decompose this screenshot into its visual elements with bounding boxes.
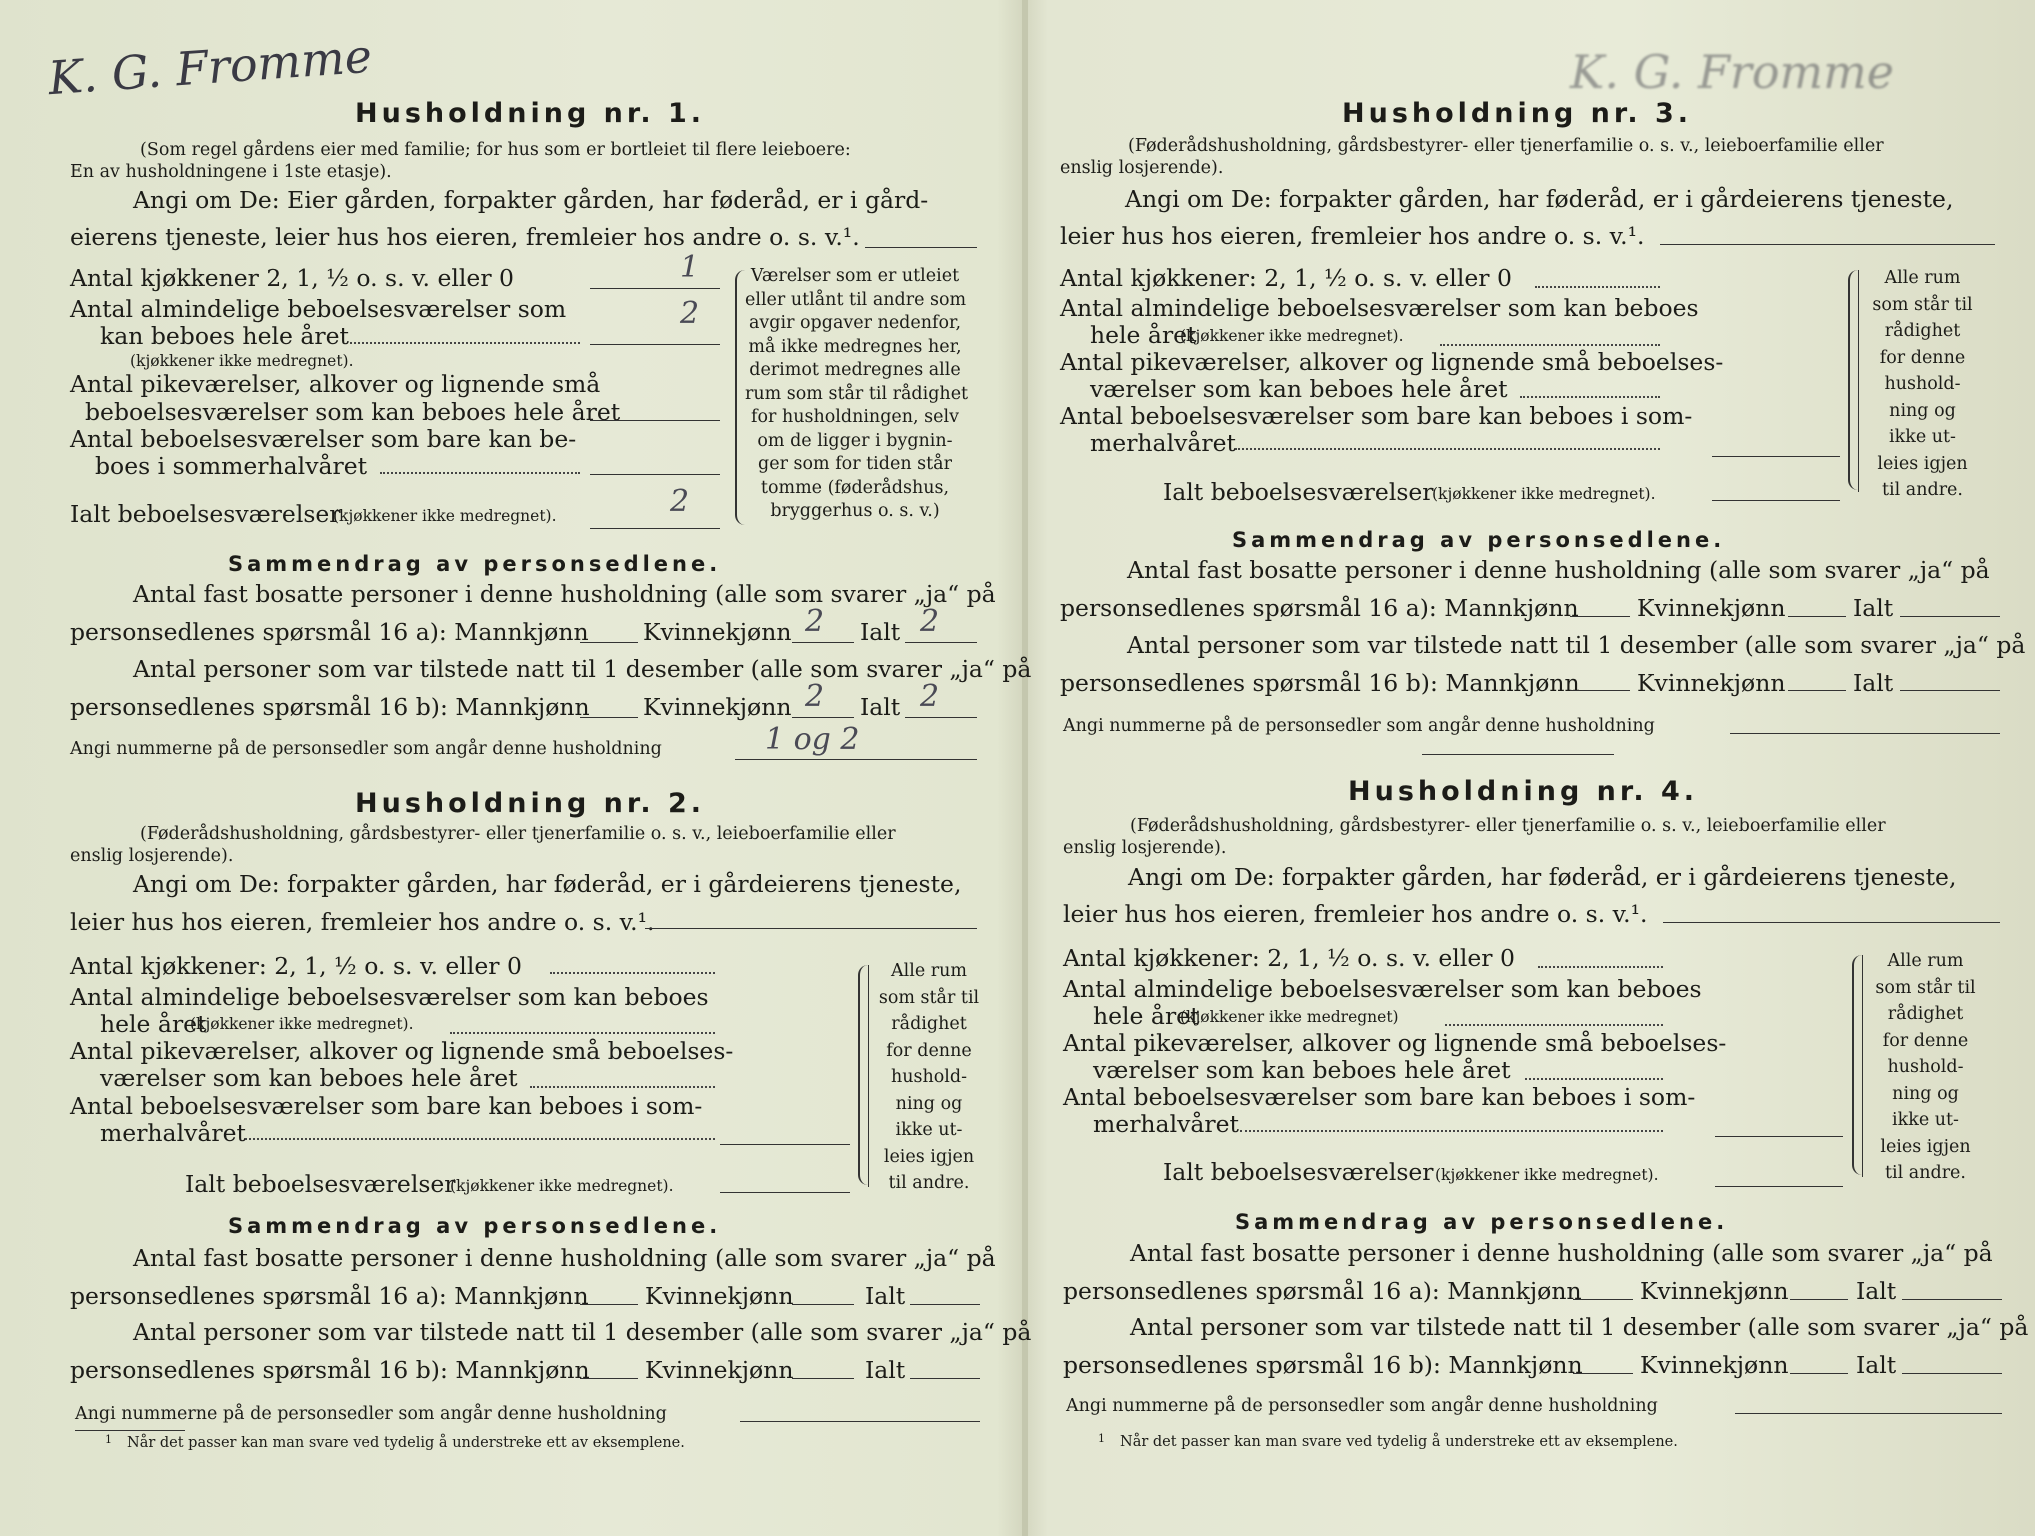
present-total-field[interactable] xyxy=(905,717,977,718)
side-note-line: som står til xyxy=(1875,977,1976,998)
side-note-brace xyxy=(858,965,868,1185)
dot-leader xyxy=(350,342,580,344)
present-women-value: 2 xyxy=(805,679,825,714)
summary-present-text: Antal personer som var tilstede natt til 1 desember (alle som svarer „ja“ på xyxy=(133,655,1032,683)
side-note-line: tomme (føderådshus, xyxy=(760,477,950,498)
summary-present-women-label: Kvinnekjønn xyxy=(1637,669,1786,697)
rooms-value: 2 xyxy=(680,296,700,331)
rooms-label-2: hele året xyxy=(100,1010,207,1038)
dot-leader xyxy=(1535,286,1660,288)
resident-total-field[interactable] xyxy=(1900,616,2000,617)
household-2-angi: Angi om De: forpakter gården, har føderåd, er i gårdeierens tjeneste, xyxy=(133,870,962,898)
numbers-field[interactable] xyxy=(735,759,977,760)
side-note-line: må ikke medregnes her, xyxy=(748,336,962,357)
answer-line[interactable] xyxy=(1660,244,1995,245)
summary-resident-men-label: personsedlenes spørsmål 16 a): Mannkjønn xyxy=(1060,594,1579,622)
rooms-label: Antal almindelige beboelsesværelser som xyxy=(70,295,567,323)
household-1-intro-2: En av husholdningene i 1ste etasje). xyxy=(70,162,392,182)
summer-rooms-label-2: boes i sommerhalvåret xyxy=(95,452,368,480)
total-rooms-field[interactable] xyxy=(1715,1186,1843,1187)
summary-title: Sammendrag av personsedlene. xyxy=(228,552,722,576)
footnote-rule xyxy=(75,1430,185,1431)
household-4-intro-2: enslig losjerende). xyxy=(1063,838,1227,858)
summary-present-men-label: personsedlenes spørsmål 16 b): Mannkjønn xyxy=(70,693,590,721)
household-1-angi-2: eierens tjeneste, leier hus hos eieren, fremleier hos andre o. s. v.¹. xyxy=(70,223,860,251)
summary-present-total-label: Ialt xyxy=(865,1356,906,1384)
small-rooms-label: Antal pikeværelser, alkover og lignende små beboelses- xyxy=(1060,348,1724,376)
present-men-field[interactable] xyxy=(1573,1373,1633,1374)
summary-numbers-label: Angi nummerne på de personsedler som angår denne husholdning xyxy=(1063,716,1655,736)
summary-resident-text: Antal fast bosatte personer i denne husholdning (alle som svarer „ja“ på xyxy=(133,580,996,608)
summary-present-women-label: Kvinnekjønn xyxy=(645,1356,794,1384)
side-note-line: rådighet xyxy=(1884,321,1961,341)
side-note-brace xyxy=(735,270,745,525)
summary-title: Sammendrag av personsedlene. xyxy=(1232,528,1726,552)
resident-total-value: 2 xyxy=(920,604,940,639)
household-2-intro: (Føderådshusholdning, gårdsbestyrer- eller tjenerfamilie o. s. v., leieboerfamilie eller xyxy=(140,824,896,844)
answer-line[interactable] xyxy=(865,247,977,248)
summer-rooms-label: Antal beboelsesværelser som bare kan beboes i som- xyxy=(70,1092,703,1120)
resident-men-field[interactable] xyxy=(1570,616,1630,617)
present-total-field[interactable] xyxy=(910,1378,980,1379)
total-rooms-note: (kjøkkener ikke medregnet). xyxy=(1435,1166,1659,1184)
summary-resident-men-label: personsedlenes spørsmål 16 a): Mannkjønn xyxy=(1063,1277,1582,1305)
small-rooms-label: Antal pikeværelser, alkover og lignende små beboelses- xyxy=(1063,1029,1727,1057)
rooms-label-2: hele året xyxy=(1093,1002,1200,1030)
household-1-title: Husholdning nr. 1. xyxy=(355,98,706,129)
dot-leader xyxy=(245,1138,715,1140)
summer-rooms-field[interactable] xyxy=(1712,456,1840,457)
dot-leader xyxy=(1525,1078,1663,1080)
rooms-label: Antal almindelige beboelsesværelser som kan beboes xyxy=(1060,294,1699,322)
summary-title: Sammendrag av personsedlene. xyxy=(1235,1210,1729,1234)
side-note-line: ning og xyxy=(1892,1083,1959,1104)
summary-present-total-label: Ialt xyxy=(1853,669,1894,697)
household-2-intro-2: enslig losjerende). xyxy=(70,846,234,866)
present-men-field[interactable] xyxy=(580,717,638,718)
summary-present-text: Antal personer som var tilstede natt til 1 desember (alle som svarer „ja“ på xyxy=(1127,631,2026,659)
household-3-title: Husholdning nr. 3. xyxy=(1342,98,1693,129)
side-note-line: rådighet xyxy=(891,1014,967,1034)
rooms-note: (kjøkkener ikke medregnet) xyxy=(1180,1008,1399,1026)
side-note xyxy=(874,958,984,1197)
footnote-mark: 1 xyxy=(1098,1432,1105,1445)
dot-leader xyxy=(1445,1024,1663,1026)
summer-rooms-label-2: merhalvåret xyxy=(1090,429,1236,457)
total-rooms-label: Ialt beboelsesværelser xyxy=(1163,1158,1434,1186)
kitchens-label: Antal kjøkkener 2, 1, ½ o. s. v. eller 0 xyxy=(70,264,514,292)
summary-present-text: Antal personer som var tilstede natt til 1 desember (alle som svarer „ja“ på xyxy=(133,1318,1032,1346)
resident-women-field[interactable] xyxy=(1790,1299,1848,1300)
side-note-line: som står til xyxy=(1872,294,1973,315)
numbers-field[interactable] xyxy=(1730,733,2000,734)
household-3-angi-2: leier hus hos eieren, fremleier hos andre o. s. v.¹. xyxy=(1060,222,1645,250)
handwritten-name: K. G. Fromme xyxy=(46,28,374,106)
footnote: Når det passer kan man svare ved tydelig å understreke ett av eksemplene. xyxy=(1120,1434,1678,1450)
section-divider xyxy=(1422,754,1614,755)
rooms-field[interactable] xyxy=(590,344,720,345)
total-rooms-note: (kjøkkener ikke medregnet). xyxy=(1432,485,1656,503)
page-fold xyxy=(1022,0,1028,1536)
dot-leader xyxy=(530,1086,715,1088)
summer-rooms-label-2: merhalvåret xyxy=(1093,1110,1239,1138)
present-men-field[interactable] xyxy=(1570,690,1630,691)
summary-resident-women-label: Kvinnekjønn xyxy=(1637,594,1786,622)
summary-resident-text: Antal fast bosatte personer i denne husholdning (alle som svarer „ja“ på xyxy=(133,1244,996,1272)
summer-rooms-field[interactable] xyxy=(590,474,720,475)
resident-total-field[interactable] xyxy=(910,1304,980,1305)
side-note-line: for denne xyxy=(1879,347,1966,368)
total-rooms-field[interactable] xyxy=(590,528,720,529)
resident-women-field[interactable] xyxy=(792,1304,854,1305)
side-note xyxy=(745,265,969,524)
side-note-line: rum som står til rådighet xyxy=(745,383,969,404)
household-4-intro: (Føderådshusholdning, gårdsbestyrer- eller tjenerfamilie o. s. v., leieboerfamilie eller xyxy=(1130,816,1886,836)
resident-total-field[interactable] xyxy=(905,642,977,643)
side-note-line: leies igjen xyxy=(1880,1136,1971,1157)
side-note-line: ikke ut- xyxy=(1889,427,1956,447)
side-note-line: derimot medregnes alle xyxy=(749,360,961,380)
kitchens-label: Antal kjøkkener: 2, 1, ½ o. s. v. eller 0 xyxy=(1063,944,1515,972)
total-rooms-value: 2 xyxy=(670,484,690,519)
side-note-line: hushold- xyxy=(1887,1057,1964,1077)
rooms-note: (kjøkkener ikke medregnet). xyxy=(1180,327,1404,345)
rooms-note: (kjøkkener ikke medregnet). xyxy=(190,1015,414,1033)
side-note-line: Alle rum xyxy=(1887,951,1964,971)
present-total-field[interactable] xyxy=(1902,1373,2002,1374)
side-note-line: eller utlånt til andre som xyxy=(745,289,967,310)
summer-rooms-label-2: merhalvåret xyxy=(100,1119,246,1147)
side-note-line: Alle rum xyxy=(891,961,967,981)
side-note-line: Alle rum xyxy=(1884,268,1961,288)
summary-resident-men-label: personsedlenes spørsmål 16 a): Mannkjønn xyxy=(70,618,589,646)
summary-resident-total-label: Ialt xyxy=(1856,1277,1897,1305)
present-men-field[interactable] xyxy=(580,1378,638,1379)
numbers-field[interactable] xyxy=(1735,1413,2002,1414)
footnote: Når det passer kan man svare ved tydelig å understreke ett av eksemplene. xyxy=(127,1435,685,1451)
summary-present-total-label: Ialt xyxy=(860,693,901,721)
handwritten-name: K. G. Fromme xyxy=(1570,45,1895,99)
right-page xyxy=(1030,0,2030,1536)
rooms-label-2: kan beboes hele året xyxy=(100,322,349,350)
side-note-line: avgir opgaver nedenfor, xyxy=(748,313,962,333)
side-rule xyxy=(1862,955,1863,1177)
total-rooms-label: Ialt beboelsesværelser xyxy=(70,500,341,528)
side-note-line: Værelser som er utleiet xyxy=(750,266,960,286)
footnote-mark: 1 xyxy=(105,1433,112,1446)
total-rooms-field[interactable] xyxy=(1712,500,1840,501)
resident-women-field[interactable] xyxy=(1788,616,1846,617)
dot-leader xyxy=(1538,966,1663,968)
numbers-value: 1 og 2 xyxy=(765,722,860,757)
household-4-angi: Angi om De: forpakter gården, har føderåd, er i gårdeierens tjeneste, xyxy=(1128,863,1957,891)
side-note-line: bryggerhus o. s. v.) xyxy=(770,501,940,521)
summary-present-women-label: Kvinnekjønn xyxy=(643,693,792,721)
dot-leader xyxy=(1440,344,1660,346)
side-note-line: for denne xyxy=(886,1040,972,1061)
dot-leader xyxy=(1520,396,1660,398)
side-note-line: for husholdningen, selv xyxy=(751,407,959,427)
small-rooms-label-2: værelser som kan beboes hele året xyxy=(1090,375,1508,403)
summer-rooms-field[interactable] xyxy=(1715,1136,1843,1137)
resident-women-value: 2 xyxy=(805,604,825,639)
side-note-brace xyxy=(1852,955,1862,1175)
dot-leader xyxy=(380,472,580,474)
dot-leader xyxy=(1235,448,1660,450)
present-total-field[interactable] xyxy=(1900,690,2000,691)
present-women-field[interactable] xyxy=(792,1378,854,1379)
household-4-angi-2: leier hus hos eieren, fremleier hos andre o. s. v.¹. xyxy=(1063,900,1648,928)
household-1-intro: (Som regel gårdens eier med familie; for hus som er bortleiet til flere leieboere: xyxy=(140,140,851,160)
summary-present-women-label: Kvinnekjønn xyxy=(1640,1351,1789,1379)
side-note-line: ikke ut- xyxy=(1892,1110,1959,1130)
small-rooms-label-2: værelser som kan beboes hele året xyxy=(100,1064,518,1092)
summer-rooms-label: Antal beboelsesværelser som bare kan beboes i som- xyxy=(1060,402,1693,430)
summary-present-text: Antal personer som var tilstede natt til 1 desember (alle som svarer „ja“ på xyxy=(1130,1313,2029,1341)
kitchens-value: 1 xyxy=(680,250,700,285)
summary-numbers-label: Angi nummerne på de personsedler som angår denne husholdning xyxy=(70,739,662,759)
present-total-value: 2 xyxy=(920,679,940,714)
small-rooms-label-2: værelser som kan beboes hele året xyxy=(1093,1056,1511,1084)
side-note-brace xyxy=(1848,270,1858,490)
summary-resident-women-label: Kvinnekjønn xyxy=(1640,1277,1789,1305)
summer-rooms-label: Antal beboelsesværelser som bare kan be- xyxy=(70,425,577,453)
side-note-line: leies igjen xyxy=(1877,453,1968,474)
small-rooms-field[interactable] xyxy=(590,420,720,421)
present-women-field[interactable] xyxy=(792,717,854,718)
present-women-field[interactable] xyxy=(1790,1373,1848,1374)
summer-rooms-field[interactable] xyxy=(720,1144,850,1145)
side-note-line: som står til xyxy=(878,987,980,1008)
resident-total-field[interactable] xyxy=(1902,1299,2002,1300)
side-note-line: for denne xyxy=(1882,1030,1969,1051)
summary-resident-text: Antal fast bosatte personer i denne husholdning (alle som svarer „ja“ på xyxy=(1130,1239,1993,1267)
rooms-label-2: hele året xyxy=(1090,321,1197,349)
side-note-line: hushold- xyxy=(890,1067,968,1087)
summary-present-men-label: personsedlenes spørsmål 16 b): Mannkjønn xyxy=(1063,1351,1583,1379)
summary-resident-total-label: Ialt xyxy=(1853,594,1894,622)
summary-numbers-label: Angi nummerne på de personsedler som angår denne husholdning xyxy=(1066,1396,1658,1416)
summer-rooms-label: Antal beboelsesværelser som bare kan beboes i som- xyxy=(1063,1083,1696,1111)
side-note xyxy=(1865,265,1980,504)
small-rooms-label: Antal pikeværelser, alkover og lignende små xyxy=(70,370,601,398)
side-note xyxy=(1868,948,1983,1187)
answer-line[interactable] xyxy=(1663,922,2000,923)
summary-resident-women-label: Kvinnekjønn xyxy=(645,1282,794,1310)
total-rooms-label: Ialt beboelsesværelser xyxy=(1163,478,1434,506)
resident-men-field[interactable] xyxy=(1573,1299,1633,1300)
dot-leader xyxy=(1240,1130,1663,1132)
kitchens-label: Antal kjøkkener: 2, 1, ½ o. s. v. eller 0 xyxy=(1060,264,1512,292)
side-note-line: ikke ut- xyxy=(895,1120,963,1140)
resident-women-field[interactable] xyxy=(792,642,854,643)
household-2-title: Husholdning nr. 2. xyxy=(355,788,706,819)
household-3-intro-2: enslig losjerende). xyxy=(1060,158,1224,178)
dot-leader xyxy=(450,1032,715,1034)
summary-resident-text: Antal fast bosatte personer i denne husholdning (alle som svarer „ja“ på xyxy=(1127,556,1990,584)
side-note-line: ning og xyxy=(895,1093,963,1114)
kitchens-field[interactable] xyxy=(590,288,720,289)
summary-resident-men-label: personsedlenes spørsmål 16 a): Mannkjønn xyxy=(70,1282,589,1310)
side-note-line: leies igjen xyxy=(883,1146,975,1167)
present-women-field[interactable] xyxy=(1788,690,1846,691)
total-rooms-note: (kjøkkener ikke medregnet). xyxy=(450,1177,674,1195)
summary-resident-total-label: Ialt xyxy=(860,618,901,646)
side-note-line: hushold- xyxy=(1884,374,1961,394)
side-note-line: til andre. xyxy=(888,1173,970,1193)
side-note-line: ger som for tiden står xyxy=(758,454,952,474)
household-2-angi-2: leier hus hos eieren, fremleier hos andre o. s. v.¹. xyxy=(70,908,655,936)
summary-present-men-label: personsedlenes spørsmål 16 b): Mannkjønn xyxy=(70,1356,590,1384)
rooms-label: Antal almindelige beboelsesværelser som kan beboes xyxy=(70,983,709,1011)
household-3-angi: Angi om De: forpakter gården, har føderåd, er i gårdeierens tjeneste, xyxy=(1125,185,1954,213)
summary-present-total-label: Ialt xyxy=(1856,1351,1897,1379)
summary-numbers-label: Angi nummerne på de personsedler som angår denne husholdning xyxy=(75,1404,667,1424)
resident-men-field[interactable] xyxy=(580,1304,638,1305)
rooms-note: (kjøkkener ikke medregnet). xyxy=(130,352,354,370)
answer-line[interactable] xyxy=(645,928,977,929)
side-note-line: ning og xyxy=(1889,400,1956,421)
summary-title: Sammendrag av personsedlene. xyxy=(228,1214,722,1238)
household-3-intro: (Føderådshusholdning, gårdsbestyrer- eller tjenerfamilie o. s. v., leieboerfamilie eller xyxy=(1128,136,1884,156)
summary-resident-total-label: Ialt xyxy=(865,1282,906,1310)
total-rooms-label: Ialt beboelsesværelser xyxy=(185,1170,456,1198)
side-note-line: rådighet xyxy=(1887,1004,1964,1024)
resident-men-field[interactable] xyxy=(580,642,638,643)
side-rule xyxy=(1858,270,1859,492)
small-rooms-label-2: beboelsesværelser som kan beboes hele året xyxy=(85,398,621,426)
summary-present-men-label: personsedlenes spørsmål 16 b): Mannkjønn xyxy=(1060,669,1580,697)
household-1-angi: Angi om De: Eier gården, forpakter gården, har føderåd, er i gård- xyxy=(133,186,929,214)
kitchens-label: Antal kjøkkener: 2, 1, ½ o. s. v. eller 0 xyxy=(70,952,522,980)
small-rooms-label: Antal pikeværelser, alkover og lignende små beboelses- xyxy=(70,1037,734,1065)
side-note-line: til andre. xyxy=(1885,1163,1966,1183)
total-rooms-note: (kjøkkener ikke medregnet). xyxy=(333,507,557,525)
household-4-title: Husholdning nr. 4. xyxy=(1348,776,1699,807)
side-note-line: til andre. xyxy=(1882,480,1963,500)
dot-leader xyxy=(550,972,715,974)
summary-resident-women-label: Kvinnekjønn xyxy=(643,618,792,646)
side-rule xyxy=(868,965,869,1187)
rooms-label: Antal almindelige beboelsesværelser som kan beboes xyxy=(1063,975,1702,1003)
total-rooms-field[interactable] xyxy=(720,1192,850,1193)
side-note-line: om de ligger i bygnin- xyxy=(757,430,953,451)
numbers-field[interactable] xyxy=(740,1421,980,1422)
